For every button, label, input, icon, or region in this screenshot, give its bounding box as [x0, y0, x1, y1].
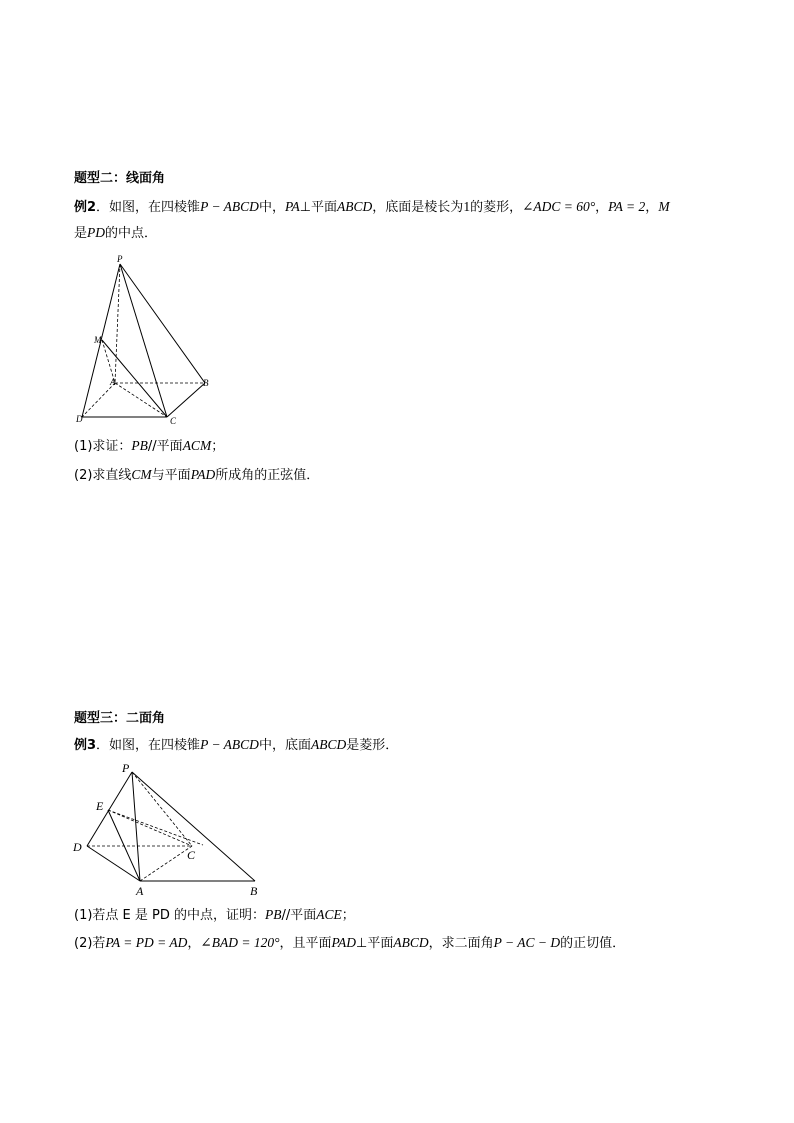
math: PB — [265, 907, 282, 922]
label-B: B — [250, 884, 258, 898]
example2-statement-line2 — [74, 224, 157, 243]
math: P − AC − D — [493, 935, 561, 950]
text: 的中点． — [105, 226, 158, 241]
text: 中，底面 — [258, 738, 311, 753]
text: ， — [595, 200, 609, 215]
label-D: D — [76, 414, 83, 424]
label-A: A — [110, 377, 116, 387]
pyramid-figure-2 — [70, 760, 270, 900]
math: PA — [284, 199, 300, 214]
text: ， — [187, 936, 201, 951]
text: 是 — [74, 226, 88, 241]
text: 所成角的正弦值． — [215, 468, 320, 483]
math: ACM — [182, 438, 212, 453]
math: ∠ADC = 60° — [522, 199, 596, 214]
example3-question1 — [74, 906, 355, 925]
pyramid-figure-1 — [70, 252, 230, 428]
label-B: B — [203, 378, 209, 388]
text: ⊥平面 — [356, 936, 394, 951]
text: 的菱形， — [470, 200, 523, 215]
math: ABCD — [337, 199, 373, 214]
example2-question2 — [74, 466, 319, 485]
label-E: E — [96, 799, 104, 813]
text: ，底面是棱长为 — [372, 200, 464, 215]
example2-label: 例2 — [74, 200, 97, 215]
math: ACE — [316, 907, 342, 922]
math: PAD — [331, 935, 357, 950]
math: 1 — [463, 199, 471, 214]
example3-label: 例3 — [74, 738, 97, 753]
math: CM — [131, 467, 152, 482]
math: ABCD — [310, 737, 347, 752]
math: M — [658, 199, 670, 214]
text: (2)求直线 — [74, 468, 132, 483]
section2-heading: 题型二：线面角 — [74, 171, 166, 186]
text: 与平面 — [151, 468, 191, 483]
example3-statement-line1 — [74, 736, 398, 755]
label-M: M — [94, 335, 102, 345]
text: ， — [645, 200, 659, 215]
text: 的正切值． — [560, 936, 626, 951]
math: PD — [87, 225, 106, 240]
text: //平面 — [281, 908, 317, 923]
text: ； — [211, 439, 225, 454]
text: (1)若点 E 是 PD 的中点，证明： — [74, 908, 266, 923]
example2-question1 — [74, 437, 224, 456]
text: ⊥平面 — [299, 200, 338, 215]
text: ； — [341, 908, 355, 923]
text: 中， — [258, 200, 285, 215]
text: ．如图，在四棱锥 — [96, 200, 201, 215]
math: PA = 2 — [608, 199, 646, 214]
label-C: C — [170, 416, 177, 426]
text: ，且平面 — [279, 936, 332, 951]
math: PA = PD = AD — [105, 935, 188, 950]
text: 是菱形． — [346, 738, 399, 753]
text: //平面 — [147, 439, 183, 454]
label-D: D — [73, 840, 82, 854]
example3-question2 — [74, 934, 625, 953]
text: (1)求证： — [74, 439, 132, 454]
math: P − ABCD — [200, 737, 259, 752]
math: ABCD — [393, 935, 429, 950]
math: PB — [131, 438, 148, 453]
math: PAD — [190, 467, 216, 482]
example2-statement-line1 — [74, 198, 670, 217]
label-C: C — [187, 848, 196, 862]
section3-heading: 题型三：二面角 — [74, 711, 166, 726]
math: ∠BAD = 120° — [200, 935, 280, 950]
math: P − ABCD — [200, 199, 259, 214]
text: ，求二面角 — [428, 936, 494, 951]
label-P: P — [117, 254, 123, 264]
label-A: A — [136, 884, 144, 898]
label-P: P — [122, 761, 130, 775]
text: ．如图，在四棱锥 — [96, 738, 201, 753]
text: (2)若 — [74, 936, 106, 951]
